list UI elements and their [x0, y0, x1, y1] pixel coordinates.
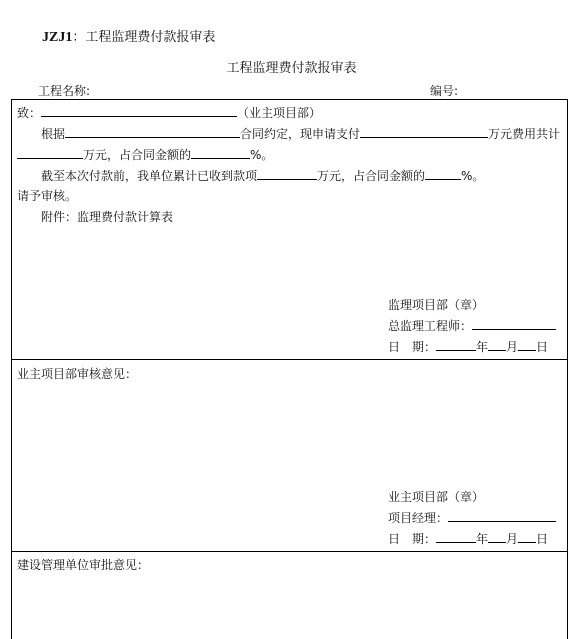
received-ratio-blank[interactable] [425, 167, 461, 180]
day-label: 日 [536, 340, 549, 354]
contract-line [41, 125, 560, 142]
year-blank[interactable] [436, 338, 476, 351]
month-blank[interactable] [488, 530, 506, 543]
date-line-2 [388, 530, 548, 547]
received-label: 截至本次付款前，我单位累计已收到款项 [41, 169, 258, 183]
owner-dept-seal: 业主项目部（章） [388, 490, 485, 504]
received-amount-blank[interactable] [257, 167, 317, 180]
review-request: 请予审核。 [17, 189, 78, 203]
received-ratio-label: 万元，占合同金额的 [317, 169, 426, 183]
date-label: 日 期： [388, 532, 437, 546]
ratio-blank[interactable] [191, 146, 250, 159]
owner-opinion-label: 业主项目部审核意见： [17, 367, 138, 381]
received-line [41, 167, 484, 184]
contract-clause-label: 合同约定，现申请支付 [240, 127, 361, 141]
amount-blank[interactable] [17, 146, 83, 159]
amount-ratio-label: 万元，占合同金额的 [83, 148, 192, 162]
form-code-id: JZJ1 [42, 30, 73, 45]
year-label: 年 [476, 340, 489, 354]
day-blank[interactable] [518, 338, 536, 351]
payment-item-blank[interactable] [360, 125, 488, 138]
to-line [17, 104, 321, 121]
month-label: 月 [506, 340, 519, 354]
project-manager-line [388, 509, 556, 526]
to-label: 致： [17, 106, 42, 120]
date-line-1 [388, 338, 548, 355]
attachment-note: 附件：监理费付款计算表 [41, 210, 174, 224]
form-code-colon: ： [72, 30, 86, 45]
project-manager-blank[interactable] [448, 509, 556, 522]
amount-line [17, 146, 273, 163]
section-divider-2 [11, 551, 568, 552]
fee-total-label: 万元费用共计 [488, 127, 561, 141]
section-divider-1 [11, 359, 568, 360]
year-label: 年 [476, 532, 489, 546]
project-manager-label: 项目经理： [388, 511, 449, 525]
construction-unit-opinion-label: 建设管理单位审批意见： [17, 558, 150, 572]
chief-engineer-line [388, 317, 556, 334]
form-title: 工程监理费付款报审表 [226, 61, 357, 76]
owner-dept-label: （业主项目部） [237, 106, 322, 120]
serial-number-label: 编号: [430, 84, 459, 98]
date-label: 日 期： [388, 340, 437, 354]
project-name-label: 工程名称: [38, 84, 91, 98]
month-blank[interactable] [488, 338, 506, 351]
day-blank[interactable] [518, 530, 536, 543]
received-percent-label: %。 [461, 169, 485, 183]
percent-label: %。 [250, 148, 274, 162]
form-code-title: 工程监理费付款报审表 [85, 30, 216, 45]
chief-engineer-label: 总监理工程师： [388, 319, 473, 333]
month-label: 月 [506, 532, 519, 546]
recipient-blank[interactable] [41, 104, 237, 117]
basis-label: 根据 [41, 127, 66, 141]
supervision-dept-seal: 监理项目部（章） [388, 298, 485, 312]
contract-name-blank[interactable] [65, 125, 240, 138]
day-label: 日 [536, 532, 549, 546]
year-blank[interactable] [436, 530, 476, 543]
chief-engineer-blank[interactable] [472, 317, 556, 330]
form-code [42, 26, 215, 46]
